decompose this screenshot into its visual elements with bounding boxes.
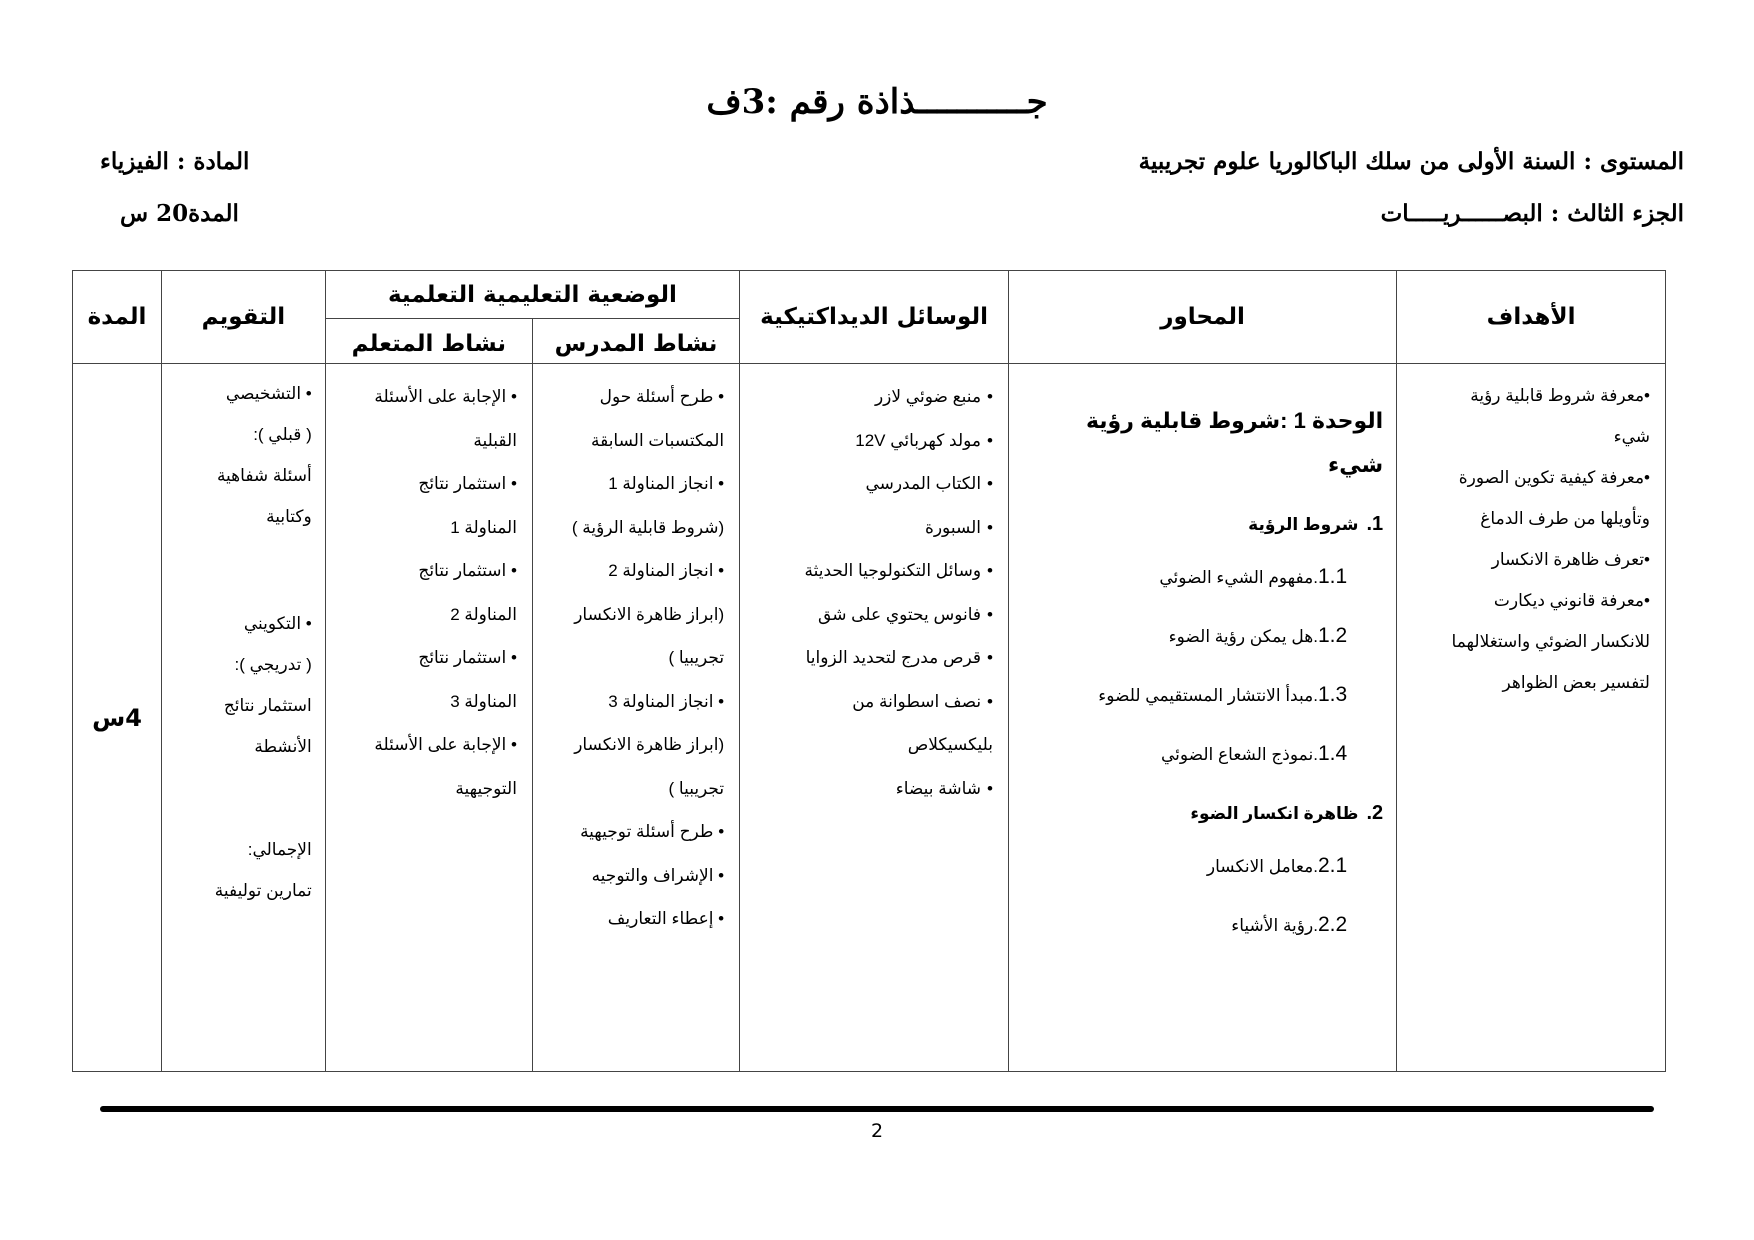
evaluation-line: ( تدريجي ): <box>234 655 312 674</box>
learner-item: القبلية <box>473 430 517 450</box>
goal-item: للانكسار الضوئي واستغلالهما <box>1451 632 1650 651</box>
tool-item: • مولد كهربائي 12V <box>749 419 993 463</box>
tool-item: • قرص مدرج لتحديد الزوايا <box>749 636 993 680</box>
tool-item: • وسائل التكنولوجيا الحديثة <box>749 549 993 593</box>
teacher-item: • طرح أسئلة توجيهية <box>580 822 725 841</box>
evaluation-line: وكتابية <box>266 507 312 526</box>
goal-item: •معرفة كيفية تكوين الصورة <box>1458 468 1650 487</box>
teacher-activity-cell <box>532 364 739 1072</box>
part-line: الجزء الثالث : البصــــــريـــــات <box>1380 200 1684 227</box>
header-situation: الوضعية التعليمية التعلمية <box>325 271 739 319</box>
evaluation-line: الأنشطة <box>254 737 312 756</box>
teacher-item: (شروط قابلية الرؤية ) <box>571 517 725 537</box>
unit-title-line1: الوحدة 1 :شروط قابلية رؤية <box>1085 408 1384 433</box>
subsection-number: 1.2 <box>1317 624 1348 647</box>
teacher-item: • انجاز المناولة 3 <box>608 691 725 711</box>
teacher-item: (ابراز ظاهرة الانكسار <box>574 604 725 624</box>
learner-item: • استثمار نتائج <box>418 648 517 667</box>
duration-line: المدة20 س <box>120 200 239 227</box>
unit-title <box>1018 399 1383 487</box>
learner-item: التوجيهية <box>455 778 517 798</box>
learner-item: • الإجابة على الأسئلة <box>374 387 517 406</box>
page-number: 2 <box>870 1120 884 1142</box>
unit-title-line2: شيء <box>1328 452 1384 477</box>
subsection <box>1018 896 1383 955</box>
section-heading <box>1018 790 1383 837</box>
lesson-plan-table <box>72 270 1666 1072</box>
learner-item: • استثمار نتائج <box>418 474 517 493</box>
section-heading <box>1018 501 1383 548</box>
teacher-item: (ابراز ظاهرة الانكسار <box>574 735 725 754</box>
duration-cell: 4س <box>73 364 162 1072</box>
evaluation-line: أسئلة شفاهية <box>216 466 312 485</box>
learner-item: • استثمار نتائج <box>418 561 517 580</box>
evaluation-line: تمارين توليفية <box>214 881 312 900</box>
goals-cell <box>1397 364 1666 1072</box>
subsection <box>1018 837 1383 896</box>
header-axes: المحاور <box>1009 271 1397 364</box>
subsection-number: 2.1 <box>1317 854 1348 877</box>
tools-cell <box>740 364 1009 1072</box>
footer-rule <box>100 1106 1654 1112</box>
section-label: شروط الرؤية <box>1248 515 1359 534</box>
teacher-item: تجريبيا ) <box>668 778 725 798</box>
axes-cell <box>1009 364 1397 1072</box>
subsection-label: .هل يمكن رؤية الضوء <box>1168 627 1318 646</box>
teacher-item: • طرح أسئلة حول <box>599 387 725 406</box>
evaluation-line: ( قبلي ): <box>253 425 312 444</box>
tool-item: • السبورة <box>749 506 993 550</box>
document-title: جـــــــــــذاذة رقم :3ف <box>706 82 1048 122</box>
header-goals: الأهداف <box>1397 271 1666 364</box>
teacher-item: • انجاز المناولة 1 <box>608 474 725 493</box>
goal-item: وتأويلها من طرف الدماغ <box>1480 509 1650 528</box>
goal-item: •تعرف ظاهرة الانكسار <box>1491 550 1650 569</box>
header-tools: الوسائل الديداكتيكية <box>740 271 1009 364</box>
goal-item: •معرفة شروط قابلية رؤية <box>1470 386 1650 405</box>
learner-item: المناولة 2 <box>450 604 517 624</box>
level-line: المستوى : السنة الأولى من سلك الباكالوريا علوم تجريبية <box>1138 148 1684 175</box>
evaluation-line: الإجمالي: <box>247 840 312 859</box>
subsection-number: 1.1 <box>1317 565 1348 588</box>
goal-item: لتفسير بعض الظواهر <box>1502 673 1650 692</box>
subsection-number: 1.4 <box>1317 742 1348 765</box>
subsection-number: 2.2 <box>1317 913 1348 936</box>
evaluation-cell <box>162 364 326 1072</box>
goal-item: •معرفة قانوني ديكارت <box>1493 591 1650 610</box>
subsection-label: .نموذج الشعاع الضوئي <box>1160 745 1318 764</box>
evaluation-line: • التشخيصي <box>225 384 312 403</box>
header-learner: نشاط المتعلم <box>325 319 532 364</box>
header-evaluation: التقويم <box>162 271 326 364</box>
evaluation-line: استثمار نتائج <box>223 696 312 715</box>
tool-item: • شاشة بيضاء <box>749 767 993 811</box>
evaluation-line: • التكويني <box>243 614 312 633</box>
subsection-label: .مفهوم الشيء الضوئي <box>1159 568 1318 587</box>
tool-item: • الكتاب المدرسي <box>749 462 993 506</box>
subsection-label: .رؤية الأشياء <box>1231 916 1318 935</box>
subsection-number: 1.3 <box>1317 683 1348 706</box>
learner-item: المناولة 1 <box>450 517 517 537</box>
section-number: 2. <box>1366 802 1384 824</box>
teacher-item: • إعطاء التعاريف <box>607 909 725 928</box>
teacher-item: المكتسبات السابقة <box>590 430 725 450</box>
section-label: ظاهرة انكسار الضوء <box>1190 804 1359 823</box>
section-number: 1. <box>1366 513 1384 535</box>
learner-item: • الإجابة على الأسئلة <box>374 735 517 754</box>
header-teacher: نشاط المدرس <box>532 319 739 364</box>
teacher-item: • انجاز المناولة 2 <box>608 561 725 580</box>
subsection <box>1018 607 1383 666</box>
teacher-item: • الإشراف والتوجيه <box>591 865 725 885</box>
subject-line: المادة : الفيزياء <box>100 148 250 175</box>
subsection <box>1018 725 1383 784</box>
goal-item: شيء <box>1613 427 1650 446</box>
header-duration: المدة <box>73 271 162 364</box>
tool-item: • منبع ضوئي لازر <box>749 375 993 419</box>
teacher-item: تجريبيا ) <box>668 648 725 667</box>
tool-item: • نصف اسطوانة من <box>749 680 993 724</box>
tool-item: بليكسيكلاص <box>907 735 993 754</box>
learner-item: المناولة 3 <box>450 691 517 711</box>
learner-activity-cell <box>325 364 532 1072</box>
subsection-label: .مبدأ الانتشار المستقيمي للضوء <box>1098 686 1318 705</box>
tool-item: • فانوس يحتوي على شق <box>749 593 993 637</box>
subsection <box>1018 666 1383 725</box>
subsection <box>1018 548 1383 607</box>
subsection-label: .معامل الانكسار <box>1206 857 1318 876</box>
